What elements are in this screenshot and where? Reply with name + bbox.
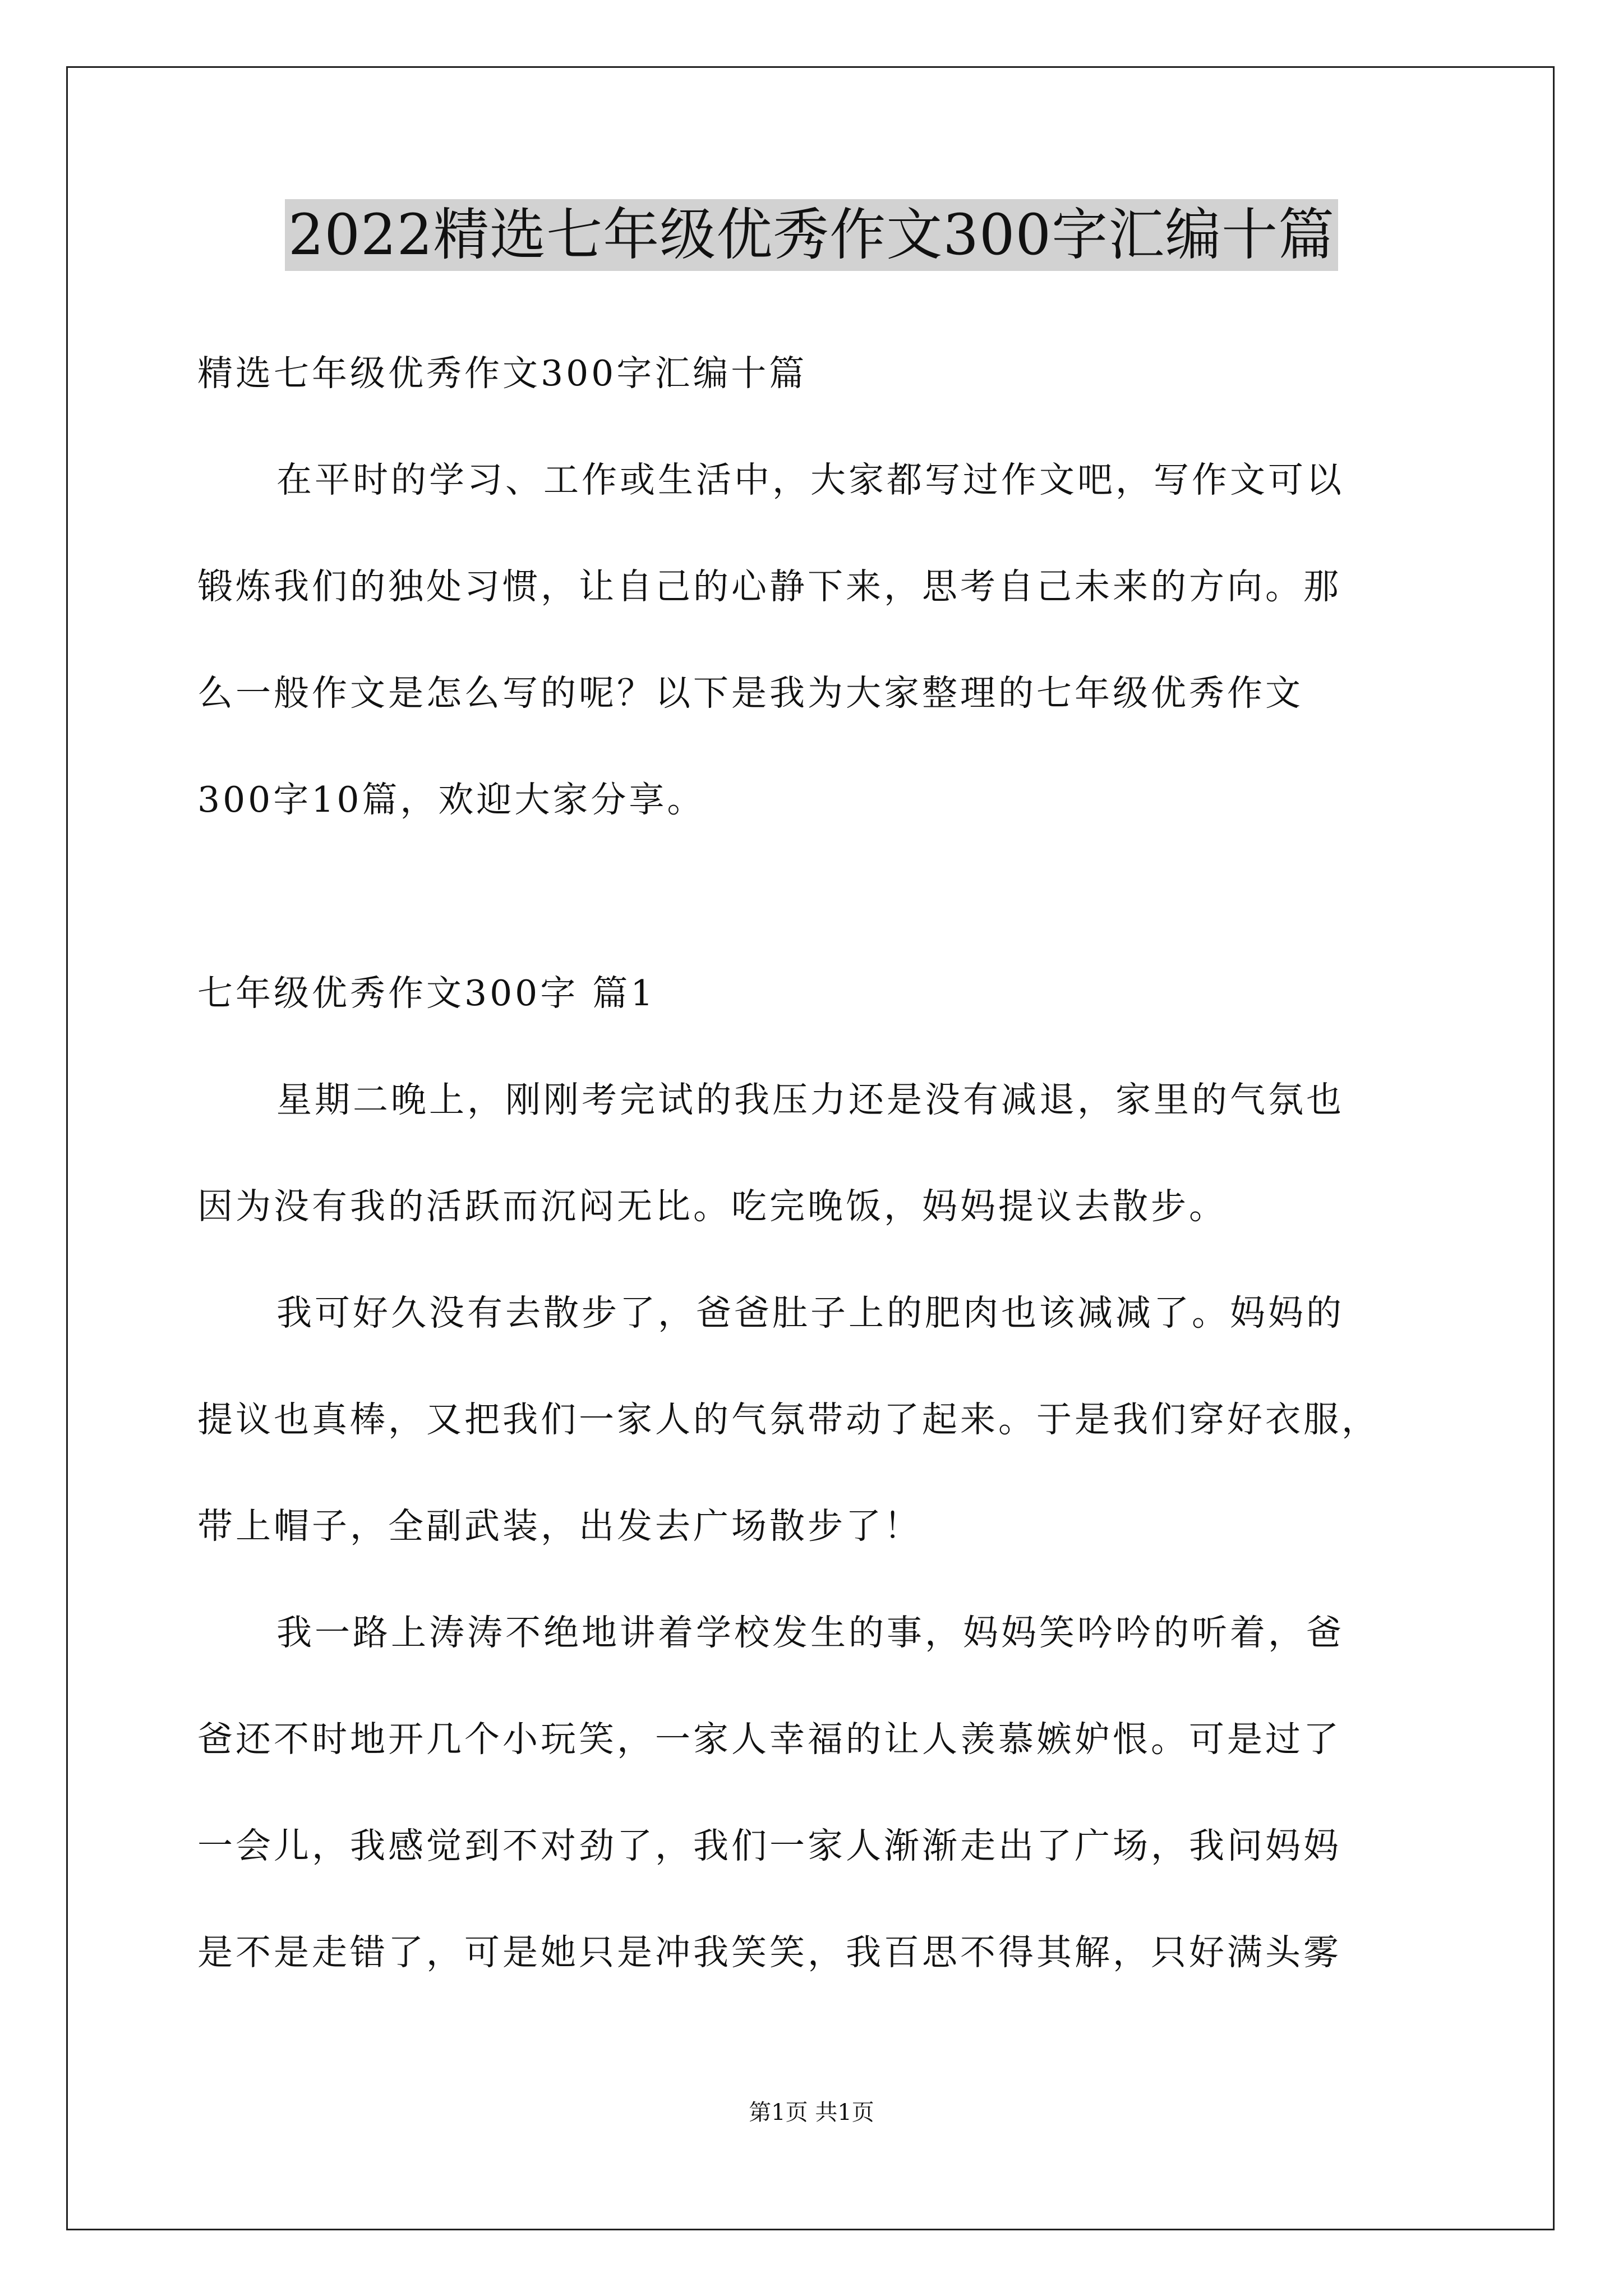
paragraph-line: 么一般作文是怎么写的呢？以下是我为大家整理的七年级优秀作文 <box>197 673 1303 714</box>
document-body <box>197 352 1459 1974</box>
paragraph-line: 带上帽子，全副武装，出发去广场散步了！ <box>197 1506 922 1547</box>
title-container <box>0 199 1623 271</box>
paragraph-line: 因为没有我的活跃而沉闷无比。吃完晚饭，妈妈提议去散步。 <box>197 1186 1227 1227</box>
section-heading: 七年级优秀作文300字 篇1 <box>197 973 656 1014</box>
page-footer: 第1页 共1页 <box>749 2100 874 2125</box>
paragraph-line: 星期二晚上，刚刚考完试的我压力还是没有减退，家里的气氛也 <box>276 1079 1344 1120</box>
paragraph-line: 300字10篇，欢迎大家分享。 <box>197 779 706 820</box>
paragraph-line: 提议也真棒，又把我们一家人的气氛带动了起来。于是我们穿好衣服， <box>197 1399 1380 1440</box>
paragraph-line: 我可好久没有去散步了，爸爸肚子上的肥肉也该减减了。妈妈的 <box>276 1292 1344 1333</box>
paragraph-line: 我一路上涛涛不绝地讲着学校发生的事，妈妈笑吟吟的听着，爸 <box>276 1612 1344 1653</box>
paragraph-line: 是不是走错了，可是她只是冲我笑笑，我百思不得其解，只好满头雾 <box>197 1932 1341 1973</box>
document-subtitle: 精选七年级优秀作文300字汇编十篇 <box>197 353 808 394</box>
document-title: 2022精选七年级优秀作文300字汇编十篇 <box>285 199 1338 271</box>
paragraph-line: 爸还不时地开几个小玩笑，一家人幸福的让人羡慕嫉妒恨。可是过了 <box>197 1719 1341 1760</box>
paragraph-line: 锻炼我们的独处习惯，让自己的心静下来，思考自己未来的方向。那 <box>197 566 1341 607</box>
paragraph-line: 在平时的学习、工作或生活中，大家都写过作文吧，写作文可以 <box>276 459 1344 500</box>
paragraph-line: 一会儿，我感觉到不对劲了，我们一家人渐渐走出了广场，我问妈妈 <box>197 1825 1341 1866</box>
